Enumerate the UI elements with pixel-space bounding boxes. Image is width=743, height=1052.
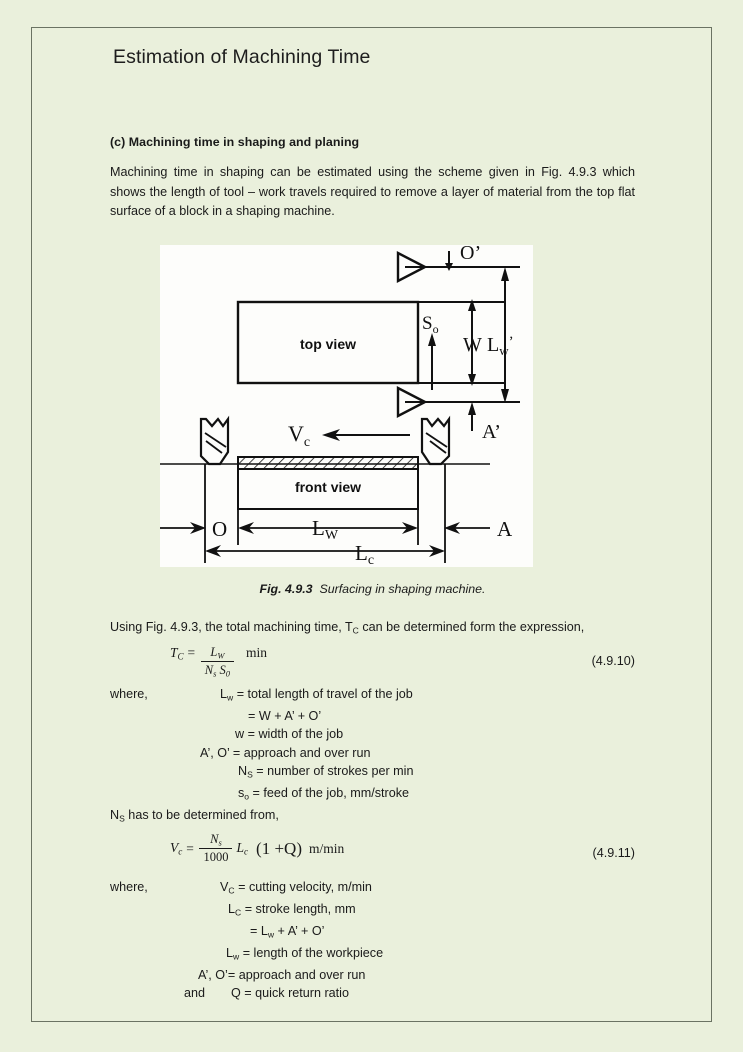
eq2-units: m/min [308,840,345,856]
where1-item-1: = W + A’ + O’ [248,708,322,723]
equations-section [110,618,635,1003]
where-list-2 [110,878,635,1003]
where-row [110,878,635,900]
figure-caption-text: Surfacing in shaping machine. [319,582,486,596]
equation-4-9-11-number: (4.9.11) [592,845,635,860]
section-heading: (c) Machining time in shaping and planing [110,135,360,149]
eq2-equals: = [185,840,195,856]
eq1-equals: = [186,644,196,660]
where-row [110,725,635,744]
eq1-lhs: T [170,644,178,660]
where2-item-2: = $L_w + A$’ + O’ [250,923,325,940]
figure-label-over-run-top: O’ [460,245,482,264]
figure-label-lw-prime: $L_w^’$ [487,334,514,358]
where-row [110,922,635,944]
figure-caption [110,582,635,596]
eq2-denominator: 1000 [199,848,232,865]
figure-shaping-diagram [160,245,533,567]
where2-item-4: A’, O’= approach and over run [198,967,366,982]
eq2-fraction [199,832,232,865]
figure-label-over-run-front: O [212,517,228,541]
where-row [110,744,635,763]
eq2-lhs: V [170,840,179,856]
where-row [110,784,635,806]
where1-item-4: $N_S$ = number of strokes per min [238,764,414,780]
page-title: Estimation of Machining Time [113,46,371,68]
where2-item-0: $V_C$ = cutting velocity, m/min [220,879,372,896]
where-list-1 [110,685,635,828]
eq2-factor: L [236,840,244,856]
figure-caption-label: Fig. 4.9.3 [259,582,313,596]
equation-4-9-10-row [110,641,635,685]
equation-4-9-11 [170,832,344,865]
eq2-numerator: N [210,831,219,846]
eq2-factor-sub: c [243,846,249,857]
where1-item-0: $L_w$ = total length of travel of the job [220,686,413,703]
where-row [110,944,635,966]
where-row [110,900,635,922]
eq1-numerator-sub: W [217,650,225,661]
where1-item-3: A’, O’ = approach and over run [200,745,371,760]
figure-label-cutting-velocity: $V_c$ [288,421,311,450]
and-label: and [184,986,206,1001]
and-item: Q = quick return ratio [231,986,349,1001]
where2-item-1: $L_C$ = stroke length, mm [228,901,356,918]
intro-section [110,135,635,222]
eq1-den-b: S [219,663,226,678]
where-row [110,966,635,985]
figure-label-front-view: front view [294,479,362,495]
eq1-den-a: N [204,663,214,678]
where-label-2: where, [110,879,148,894]
equation-4-9-10 [170,645,267,679]
eq2-numerator-sub: s [218,837,222,848]
equation-4-9-11-row [110,832,635,878]
intro-paragraph: Machining time in shaping can be estimated using the scheme given in Fig. 4.9.3 which shows the length of tool – work travels required to remove a layer of material from the top flat surface of a block in a shaping machine. [110,165,635,218]
where-row [110,984,635,1003]
where-row [110,707,635,726]
eq1-lhs-sub: C [177,651,184,662]
figure-label-lc: Lc [355,541,375,567]
figure-label-width: W [463,334,482,356]
figure-label-top-view: top view [299,336,357,352]
where1-item-5: $s_o$ = feed of the job, mm/stroke [238,786,410,802]
where-row [110,762,635,784]
eq1-fraction [201,645,234,679]
eq2-bracket: (1 +Q) [256,838,302,858]
eq1-units: min [246,644,268,660]
eq2-lhs-sub: c [178,846,183,857]
using-paragraph: Using Fig. 4.9.3, the total machining time, $T_C$ can be determined form the expression, [110,620,585,636]
where2-item-3: $L_w$ = length of the workpiece [226,945,384,962]
eq1-den-a-sub: s [213,668,217,679]
where-label-1: where, [110,686,148,701]
equation-4-9-10-number: (4.9.10) [591,653,635,668]
figure-label-feed: $S_o$ [422,313,439,336]
figure-label-approach-top: A’ [482,421,501,443]
eq1-den-b-sub: 0 [225,668,231,679]
where1-item-2: w = width of the job [235,727,344,742]
where-row [110,685,635,707]
ns-determined-line: $N_S$ has to be determined from, [110,808,279,824]
figure-label-approach-front: A [497,517,513,541]
eq1-numerator: L [210,644,218,659]
figure-label-lw: LW [312,516,339,543]
